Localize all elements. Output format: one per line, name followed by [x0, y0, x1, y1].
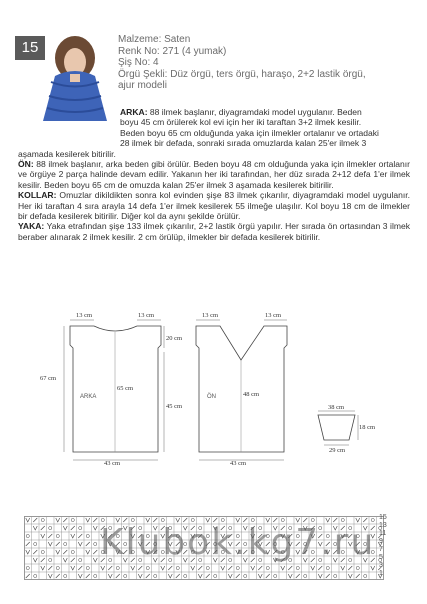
material-line: Malzeme: Saten: [118, 34, 191, 45]
color-line: Renk No: 271 (4 yumak): [118, 45, 227, 57]
sleeve-height-label: 18 cm: [359, 424, 376, 431]
row-label: 13: [379, 522, 387, 529]
front-body-label: 48 cm: [243, 391, 260, 398]
row-label: 11: [379, 530, 387, 537]
row-label: 7: [379, 546, 383, 553]
instructions: [18, 107, 410, 242]
back-armhole-label: 20 cm: [166, 335, 183, 342]
sleeve-top-label: 38 cm: [328, 404, 345, 411]
back-body-label: 65 cm: [117, 385, 134, 392]
row-label: 1: [379, 570, 383, 577]
front-heading: ÖN:: [18, 159, 34, 170]
needle-line: Şiş No: 4: [118, 57, 159, 69]
stitch-line: Örgü Şekli: Düz örgü, ters örgü, haraşo, 2+2 lastik örgü,: [118, 68, 366, 80]
front-text: 88 ilmek başlanır, arka beden gibi örülür. Beden boyu 48 cm olduğunda yaka için ilmekler ortalanır ve örgüye 2 parça halinde devam edilir. Yakanın her iki tarafından, her düz sırada 2+12 defa 1'er ilmek kesilir. Beden boyu 65 cm de omuzda kalan 25'er ilmek 3 aşamada kesilerek bitirilir.: [18, 159, 410, 190]
watermark: Klubok.kg7.ru: [100, 522, 376, 563]
back-instructions: [18, 107, 410, 117]
stitch-chart-row-labels: [379, 514, 399, 586]
front-piece: [196, 312, 287, 467]
front-piece-label: ÖN: [207, 394, 216, 400]
front-shoulder-right-label: 13 cm: [265, 312, 282, 319]
back-piece: [40, 312, 182, 467]
back-line-2: boyu 45 cm örülerek kol evi için her iki taraftan 3+2 ilmek kesilir.: [120, 117, 362, 128]
back-line-1: 88 ilmek başlanır, diyagramdaki model uygulanır. Beden: [147, 107, 362, 117]
sleeves-instructions: [18, 190, 410, 221]
sleeves-heading: KOLLAR:: [18, 190, 57, 201]
collar-instructions: [18, 221, 410, 242]
stitch-line-2: ajur modeli: [118, 80, 167, 92]
back-line-4: 28 ilmek bir defada, sonraki sırada omuzlarda kalan 25'er ilmek 3: [120, 138, 367, 149]
back-line-5: aşamada kesilerek bitirilir.: [18, 148, 116, 159]
collar-heading: YAKA:: [18, 221, 45, 232]
back-total-label: 67 cm: [40, 375, 57, 382]
row-label: 9: [379, 538, 383, 545]
row-label: 3: [379, 562, 383, 569]
sleeves-text: Omuzlar dikildikten sonra kol evinden şişe 83 ilmek çıkarılır, diyagramdaki model uygulanır. Her iki taraftan 4 sıra arayla 14 defa 1'er ilmek kesilerek 55 ilmeğe ulaşılır. Kol boyu 18 cm de ilmekler bir defada kesilerek bitirilir. Diğer kol da aynı şekilde örülür.: [18, 190, 410, 222]
back-shoulder-right-label: 13 cm: [138, 312, 155, 319]
sleeve-piece: [318, 404, 375, 454]
row-label: 15: [379, 514, 387, 521]
back-lower-label: 45 cm: [166, 403, 183, 410]
back-heading: ARKA:: [120, 107, 148, 117]
back-shoulder-left-label: 13 cm: [76, 312, 93, 319]
pattern-number-badge: 15: [15, 36, 45, 60]
collar-text: Yaka etrafından şişe 133 ilmek çıkarılır, 2+2 lastik örgü yapılır. Her sırada ön ortasından 3 ilmek beraber alınarak 2 ilmek kesilir. 2 cm örülüp, ilmekler bir defada kesilerek bitirilir.: [18, 221, 410, 242]
sleeve-bottom-label: 29 cm: [329, 447, 346, 454]
back-width-label: 43 cm: [104, 460, 121, 467]
row-label: 5: [379, 554, 383, 561]
front-shoulder-left-label: 13 cm: [202, 312, 219, 319]
back-piece-label: ARKA: [80, 394, 97, 400]
front-instructions: [18, 159, 410, 190]
back-line-3: Beden boyu 65 cm olduğunda yaka için ilmekler ortalanır ve ortadaki: [120, 127, 379, 138]
materials-block: [118, 34, 408, 92]
garment-schematic: [0, 300, 427, 480]
front-width-label: 43 cm: [230, 460, 247, 467]
